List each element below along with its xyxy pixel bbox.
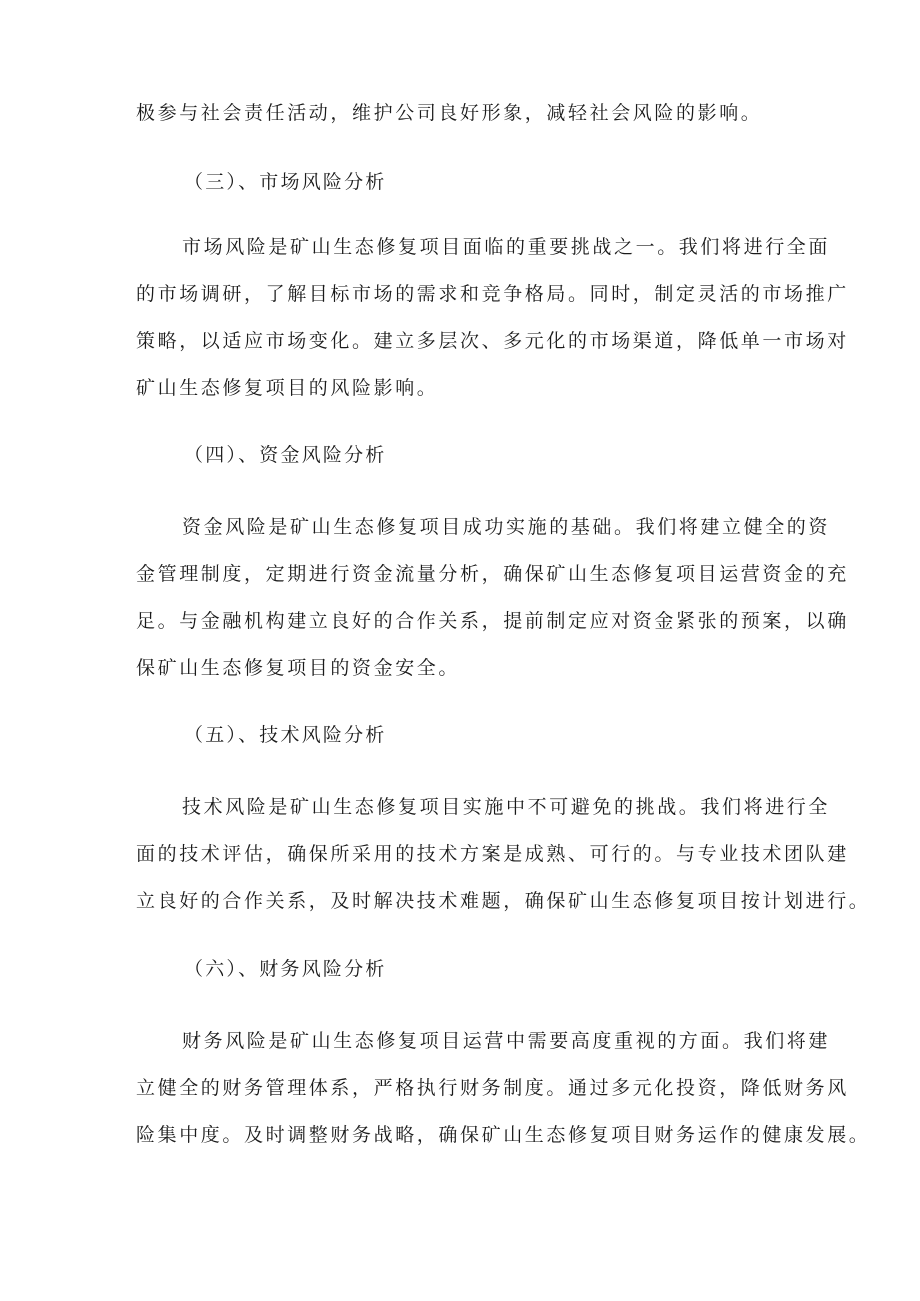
paragraph-line: 立健全的财务管理体系，严格执行财务制度。通过多元化投资，降低财务风 bbox=[136, 1077, 849, 1099]
paragraph-line: 面的技术评估，确保所采用的技术方案是成熟、可行的。与专业技术团队建 bbox=[136, 843, 849, 865]
paragraph-line: 保矿山生态修复项目的资金安全。 bbox=[136, 657, 461, 679]
paragraph-line: 市场风险是矿山生态修复项目面临的重要挑战之一。我们将进行全面 bbox=[182, 236, 831, 258]
section-heading-funding-risk: （四）、资金风险分析 bbox=[184, 444, 387, 466]
paragraph-line: 的市场调研，了解目标市场的需求和竞争格局。同时，制定灵活的市场推广 bbox=[136, 283, 849, 305]
paragraph-line: 立良好的合作关系，及时解决技术难题，确保矿山生态修复项目按计划进行。 bbox=[136, 890, 871, 912]
section-heading-financial-risk: （六）、财务风险分析 bbox=[184, 958, 387, 980]
section-heading-technical-risk: （五）、技术风险分析 bbox=[184, 724, 387, 746]
paragraph-line: 财务风险是矿山生态修复项目运营中需要高度重视的方面。我们将建 bbox=[182, 1030, 831, 1052]
paragraph-line: 策略，以适应市场变化。建立多层次、多元化的市场渠道，降低单一市场对 bbox=[136, 330, 849, 352]
paragraph-line: 技术风险是矿山生态修复项目实施中不可避免的挑战。我们将进行全 bbox=[182, 796, 831, 818]
paragraph-line: 资金风险是矿山生态修复项目成功实施的基础。我们将建立健全的资 bbox=[182, 516, 831, 538]
paragraph-line: 金管理制度，定期进行资金流量分析，确保矿山生态修复项目运营资金的充 bbox=[136, 563, 849, 585]
paragraph-line: 险集中度。及时调整财务战略，确保矿山生态修复项目财务运作的健康发展。 bbox=[136, 1124, 871, 1146]
section-heading-market-risk: （三）、市场风险分析 bbox=[184, 171, 387, 193]
paragraph-line: 矿山生态修复项目的风险影响。 bbox=[136, 377, 439, 399]
intro-tail-line: 极参与社会责任活动，维护公司良好形象，减轻社会风险的影响。 bbox=[136, 102, 763, 124]
paragraph-line: 足。与金融机构建立良好的合作关系，提前制定应对资金紧张的预案，以确 bbox=[136, 610, 849, 632]
